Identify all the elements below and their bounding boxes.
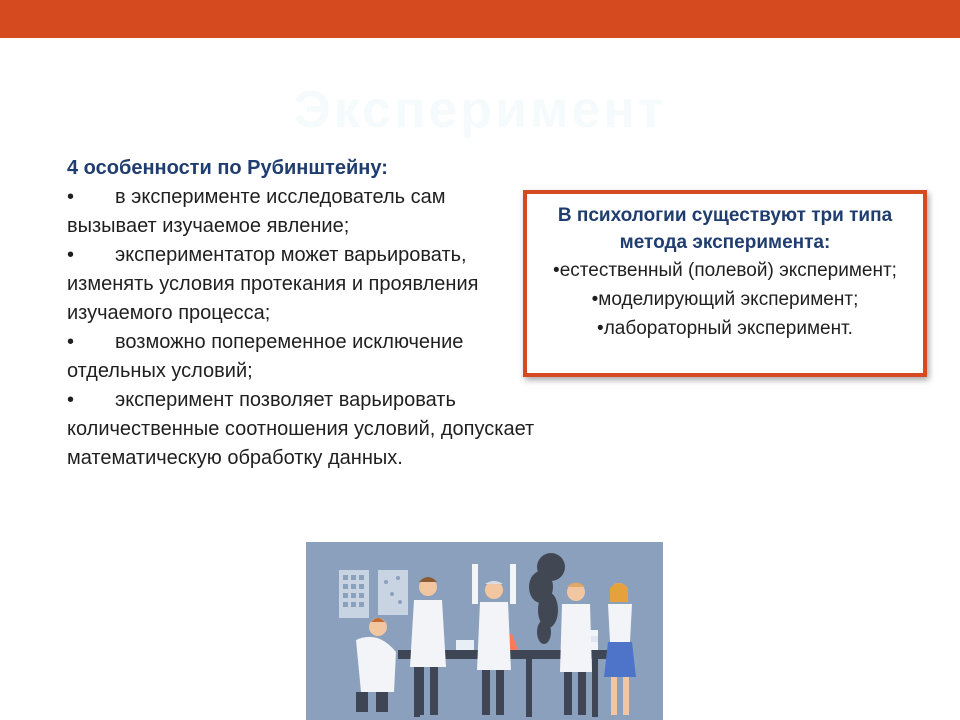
feature-item-4 (67, 386, 537, 473)
wall-chart-icon (339, 570, 369, 618)
experiment-type-item: •естественный (полевой) эксперимент; (553, 260, 897, 281)
bullet-icon: • (67, 389, 75, 411)
experiment-type-item: •лабораторный эксперимент. (597, 318, 853, 339)
features-text-block (67, 154, 537, 473)
feature-item-text: экспериментатор может варьировать, изменять условия протекания и проявления изучаемого процесса; (67, 244, 479, 324)
top-accent-bar (0, 0, 960, 38)
experiment-type-item: •моделирующий эксперимент; (591, 289, 859, 310)
experiment-types-box (523, 190, 927, 377)
slide-title: Эксперимент (293, 81, 667, 139)
feature-item-1 (67, 183, 537, 241)
experiment-types-heading: В психологии существуют три типа метода эксперимента: (557, 205, 893, 253)
feature-item-text: эксперимент позволяет варьировать количественные соотношения условий, допускает математическую обработку данных. (67, 389, 535, 469)
bullet-icon: • (67, 244, 75, 266)
bullet-icon: • (67, 186, 75, 208)
feature-item-text: возможно попеременное исключение отдельных условий; (67, 331, 464, 382)
bullet-icon: • (67, 331, 75, 353)
features-heading: 4 особенности по Рубинштейну: (67, 157, 388, 179)
feature-item-2 (67, 241, 537, 328)
feature-item-3 (67, 328, 537, 386)
lab-scientists-illustration (306, 542, 663, 720)
feature-item-text: в эксперименте исследователь сам вызывает изучаемое явление; (67, 186, 446, 237)
wall-diagram-icon (378, 570, 408, 615)
